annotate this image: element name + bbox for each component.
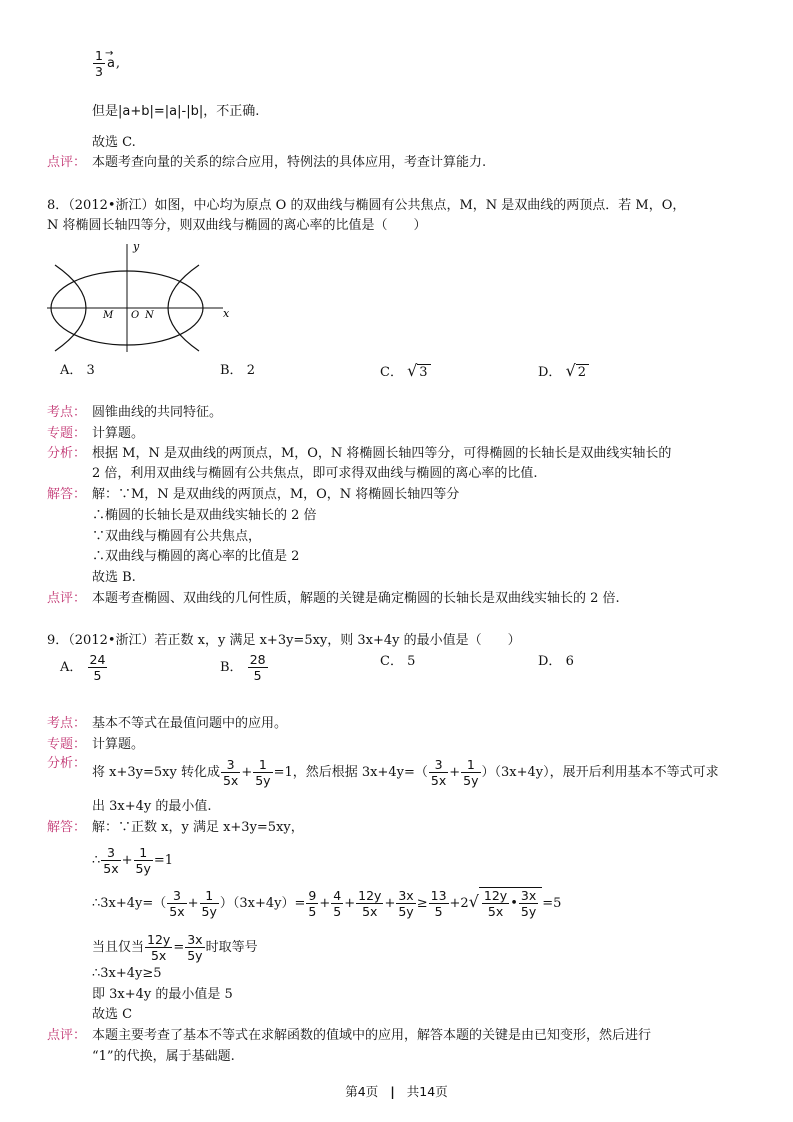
q8-kaodian-label: 考点： <box>47 405 87 420</box>
y-label: y <box>133 240 140 253</box>
q9-concl3: 故选 C <box>92 1007 133 1022</box>
q9-fenxi-label: 分析： <box>47 756 87 771</box>
q9-fenxi-line2: 出 3x+4y 的最小值. <box>92 799 212 814</box>
x-label: x <box>223 307 230 320</box>
q9-eq3: 当且仅当 $\frac{12y}{5x}$ = $\frac{3x}{5y}$ 时取等号 <box>92 932 258 963</box>
q8-kaodian: 圆锥曲线的共同特征。 <box>92 405 223 420</box>
q8-jieda-line: ∵双曲线与椭圆有公共焦点， <box>92 529 262 544</box>
footer-separator: | <box>390 1084 395 1099</box>
q8-dianping: 本题考查椭圆、双曲线的几何性质，解题的关键是确定椭圆的长轴长是双曲线实轴长的 2 倍. <box>92 591 620 606</box>
q9-option-d: D． 6 <box>538 654 574 669</box>
q8-jieda-line: ∴椭圆的长轴长是双曲线实轴长的 2 倍 <box>92 508 317 523</box>
q9-option-c: C． 5 <box>380 654 416 669</box>
q8-fenxi-line2: 2 倍，利用双曲线与椭圆有公共焦点，即可求得双曲线与椭圆的离心率的比值. <box>92 466 538 481</box>
q8-dianping-label: 点评： <box>47 591 87 606</box>
top-fraction: $\frac{1}{3}$ → a, <box>92 48 120 79</box>
q8-jieda-label: 解答： <box>47 487 87 502</box>
q9-option-a: A． $\frac{24}{5}$ <box>60 652 106 683</box>
q9-concl1: ∴3x+4y≥5 <box>92 966 162 981</box>
q8-zhuanti-label: 专题： <box>47 426 87 441</box>
q8-jieda-line: 解：∵M，N 是双曲线的两顶点，M，O，N 将椭圆长轴四等分 <box>92 487 460 502</box>
q9-concl2: 即 3x+4y 的最小值是 5 <box>92 987 233 1002</box>
q8-stem-line2: N 将椭圆长轴四等分，则双曲线与椭圆的离心率的比值是（ ） <box>47 218 427 233</box>
q9-option-b: B． $\frac{28}{5}$ <box>220 652 266 683</box>
q8-option-c: C． √ 3 <box>380 361 431 383</box>
q8-fenxi-label: 分析： <box>47 446 87 461</box>
q9-jieda-line1: 解：∵正数 x，y 满足 x+3y=5xy， <box>92 820 304 835</box>
n-label: N <box>145 310 154 321</box>
q8-zhuanti: 计算题。 <box>92 426 145 441</box>
comment-text: 本题考查向量的关系的综合应用，特例法的具体应用，考查计算能力. <box>92 155 487 170</box>
q8-figure <box>47 240 237 355</box>
q9-kaodian: 基本不等式在最值问题中的应用。 <box>92 716 288 731</box>
choose-c: 故选 C. <box>92 135 136 150</box>
q9-zhuanti-label: 专题： <box>47 737 87 752</box>
q8-fenxi-line1: 根据 M，N 是双曲线的两顶点，M，O，N 将椭圆长轴四等分，可得椭圆的长轴长是双曲线实轴长的 <box>92 446 672 461</box>
q8-jieda-line: 故选 B. <box>92 570 136 585</box>
page-footer <box>0 1082 793 1100</box>
m-label: M <box>103 310 114 321</box>
q9-zhuanti: 计算题。 <box>92 737 145 752</box>
q8-option-a: A． 3 <box>60 363 95 378</box>
q8-option-d: D． √ 2 <box>538 361 589 383</box>
q9-eq2: ∴3x+4y=（ $\frac{3}{5x}$ + $\frac{1}{5y}$ ）（3x+4y）= $\frac{9}{5}$ + $\frac{4}{5}$ + $\frac{12y}{5x}$ + $\frac{3x}{5y}$ ≥ $\frac{13}{5}$ +2√ $\frac{12y}{5x}$ • $\frac{3x}{5y}$ =5 <box>92 888 562 919</box>
q9-kaodian-label: 考点： <box>47 716 87 731</box>
page-number: 第4页 <box>345 1084 379 1099</box>
q8-jieda-line: ∴双曲线与椭圆的离心率的比值是 2 <box>92 549 300 564</box>
q9-jieda-label: 解答： <box>47 820 87 835</box>
q8-option-b: B． 2 <box>220 363 255 378</box>
but-line: 但是|a+b|=|a|-|b|，不正确. <box>92 104 260 119</box>
q9-stem: 9．（2012•浙江）若正数 x，y 满足 x+3y=5xy，则 3x+4y 的最小值是（ ） <box>47 633 521 648</box>
q8-stem-line1: 8．（2012•浙江）如图，中心均为原点 O 的双曲线与椭圆有公共焦点，M，N 是双曲线的两顶点．若 M，O， <box>47 198 686 213</box>
comment-label: 点评： <box>47 155 87 170</box>
q9-dianping-line1: 本题主要考查了基本不等式在求解函数的值域中的应用，解答本题的关键是由已知变形，然后进行 <box>92 1028 652 1043</box>
q9-fenxi-line1: 将 x+3y=5xy 转化成 $\frac{3}{5x}$ + $\frac{1}{5y}$ =1，然后根据 3x+4y=（ $\frac{3}{5x}$ + $\frac{1}{5y}$ ）（3x+4y），展开后利用基本不等式可求 <box>92 757 719 788</box>
page-total: 共14页 <box>406 1084 448 1099</box>
o-label: O <box>131 310 140 321</box>
q9-dianping-line2: “1”的代换，属于基础题. <box>92 1049 235 1064</box>
q9-dianping-label: 点评： <box>47 1028 87 1043</box>
q9-eq1: ∴ $\frac{3}{5x}$ + $\frac{1}{5y}$ =1 <box>92 845 174 876</box>
